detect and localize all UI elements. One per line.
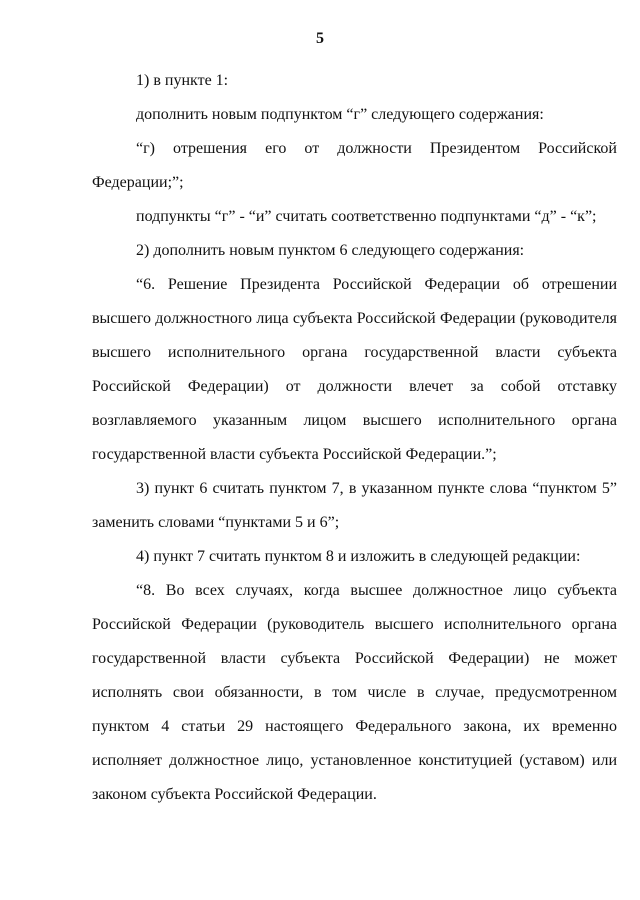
paragraph-item-2-intro: 2) дополнить новым пунктом 6 следующего содержания: xyxy=(136,242,525,259)
paragraph-renumber-subitems: подпункты “г” - “и” считать соответственно подпунктами “д” - “к”; xyxy=(136,208,597,225)
document-body xyxy=(92,64,617,812)
paragraph-item-4-intro: 4) пункт 7 считать пунктом 8 и изложить в следующей редакции: xyxy=(136,548,581,565)
paragraph-item-8-text: “8. Во всех случаях, когда высшее должностное лицо субъекта Российской Федерации (руководитель высшего исполнительного органа государственной власти субъекта Российской Федерации) не может исполнять свои обязанности, в том числе в случае, предусмотренном пунктом 4 статьи 29 настоящего Федерального закона, их временно исполняет должностное лицо, установленное конституцией (уставом) или законом субъекта Российской Федерации. xyxy=(92,582,617,803)
paragraph-subitem-g-text: “г) отрешения его от должности Президентом Российской Федерации;”; xyxy=(92,140,617,191)
paragraph-add-subitem-g: дополнить новым подпунктом “г” следующего содержания: xyxy=(136,106,544,123)
paragraph-item-3: 3) пункт 6 считать пунктом 7, в указанном пункте слова “пунктом 5” заменить словами “пунктами 5 и 6”; xyxy=(92,480,617,531)
page-number: 5 xyxy=(316,30,324,47)
paragraph-item-6-text: “6. Решение Президента Российской Федерации об отрешении высшего должностного лица субъекта Российской Федерации (руководителя высшего исполнительного органа государственной власти субъекта Российской Федерации) от должности влечет за собой отставку возглавляемого указанным лицом высшего исполнительного органа государственной власти субъекта Российской Федерации.”; xyxy=(92,276,617,463)
paragraph-item-1-intro: 1) в пункте 1: xyxy=(136,72,229,89)
